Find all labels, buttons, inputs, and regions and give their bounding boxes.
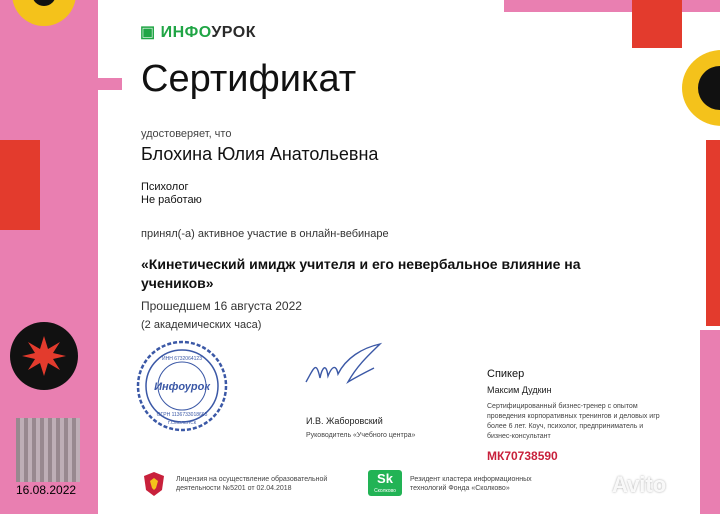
- stamp-inn: ИНН 6732064123: [161, 356, 203, 362]
- skolkovo-text: Резидент кластера информационных технологий Фонда «Сколково»: [410, 476, 532, 492]
- skolkovo-logo-text: Sk: [377, 471, 393, 486]
- decor-red-top: [632, 0, 682, 48]
- logo-part1: ИНФО: [160, 24, 212, 41]
- decor-starburst-icon: [10, 322, 78, 390]
- stamp-ogrn: ОГРН 1136733018665: [156, 412, 208, 418]
- speaker-heading: Спикер: [487, 368, 525, 380]
- role-line-2: Не работаю: [141, 194, 202, 206]
- infourok-logo: [140, 22, 256, 42]
- speaker-name: Максим Дудкин: [487, 385, 552, 395]
- speaker-description: Сертифицированный бизнес-тренер с опытом проведения корпоративных тренингов и деловых игр более 6 лет. Коуч, психолог, предприниматель и бизнес-консультант: [487, 403, 660, 440]
- skolkovo-logo-icon: [368, 470, 402, 496]
- logo-part2: УРОК: [211, 24, 256, 41]
- hours-text: (2 академических часа): [141, 319, 262, 331]
- decor-pink-bar: [0, 78, 122, 90]
- certifies-text: удостоверяет, что: [141, 128, 232, 140]
- round-stamp-icon: [136, 340, 228, 432]
- registration-number: МК70738590: [487, 449, 558, 463]
- signature-icon: [302, 338, 392, 394]
- logo-mark-icon: ▣: [140, 24, 156, 41]
- participation-text: принял(-а) активное участие в онлайн-вебинаре: [141, 228, 389, 240]
- recipient-name: Блохина Юлия Анатольевна: [141, 144, 379, 164]
- coat-of-arms-icon: [142, 470, 166, 498]
- decor-red-mid: [706, 140, 720, 326]
- held-date: Прошедшем 16 августа 2022: [141, 299, 302, 313]
- qr-date: 16.08.2022: [16, 483, 77, 497]
- role-line-1: Психолог: [141, 181, 189, 193]
- decor-pink-low: [700, 330, 720, 514]
- signatory-position: Руководитель «Учебного центра»: [306, 432, 416, 439]
- signatory-name: И.В. Жаборовский: [306, 416, 383, 426]
- stamp-center: Инфоурок: [154, 381, 210, 393]
- license-text: Лицензия на осуществление образовательной деятельности №5201 от 02.04.2018: [176, 476, 328, 492]
- recipient-role: [141, 181, 202, 207]
- webinar-title: «Кинетический имидж учителя и его невербальное влияние на учеников»: [141, 256, 581, 291]
- stamp-city: Г.СМОЛЕНСК: [167, 420, 197, 425]
- decor-red-block: [0, 140, 40, 230]
- qr-code-icon: [16, 418, 80, 482]
- skolkovo-logo-sub: Сколково: [374, 488, 396, 494]
- avito-watermark: Avito: [612, 472, 667, 497]
- certificate-title: Сертификат: [141, 58, 357, 100]
- decor-pink-top: [504, 0, 720, 12]
